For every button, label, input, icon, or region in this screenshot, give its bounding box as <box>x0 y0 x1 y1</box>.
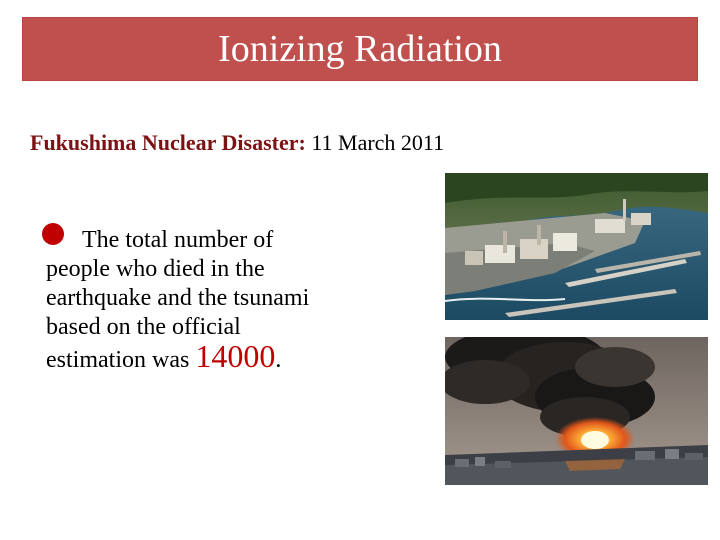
subtitle-event: Fukushima Nuclear Disaster: <box>30 130 306 155</box>
plant-explosion-fire-photo <box>445 337 708 485</box>
title-bar <box>22 17 698 81</box>
bullet-line: based on the official <box>46 314 241 340</box>
estimation-suffix: . <box>275 347 282 373</box>
bullet-line: earthquake and the tsunami <box>46 285 310 311</box>
nuclear-plant-aerial-photo <box>445 173 708 320</box>
death-toll-figure: 14000 <box>195 338 276 374</box>
slide-subtitle <box>30 130 444 156</box>
bullet-paragraph <box>46 226 426 375</box>
estimation-prefix: estimation was <box>46 347 196 373</box>
bullet-line: The total number of <box>82 227 274 253</box>
bullet-line-final <box>46 338 426 375</box>
bullet-line: people who died in the <box>46 256 265 282</box>
subtitle-date: 11 March 2011 <box>305 130 445 155</box>
slide-title: Ionizing Radiation <box>218 28 502 70</box>
